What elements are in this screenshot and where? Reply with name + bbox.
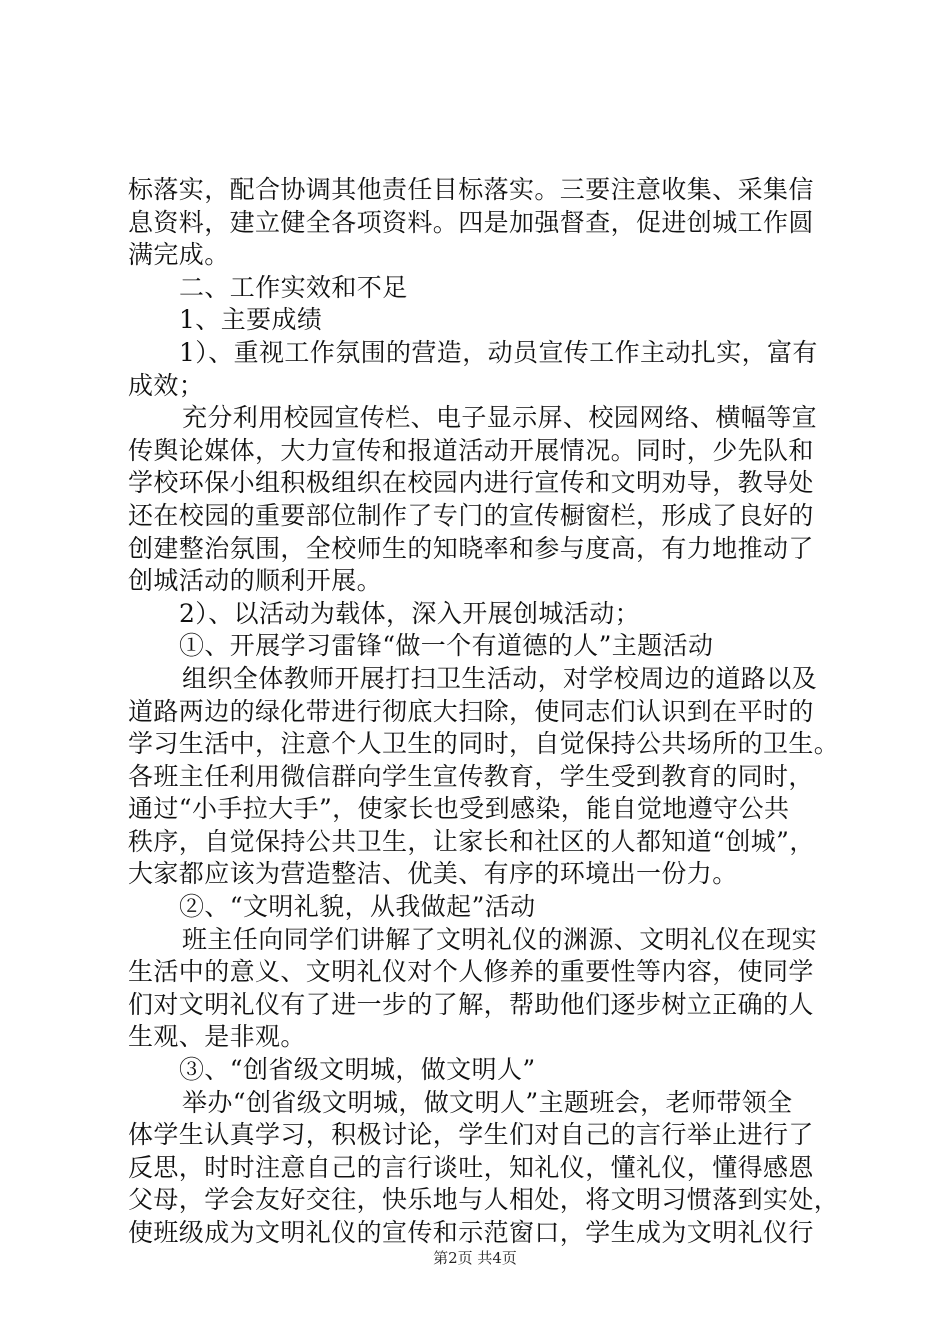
text-line: 1、主要成绩 <box>179 305 323 335</box>
text-line: ①、开展学习雷锋“做一个有道德的人”主题活动 <box>179 631 714 661</box>
text-line: 2）、以活动为载体，深入开展创城活动； <box>179 598 641 628</box>
text-line: 创建整治氛围，全校师生的知晓率和参与度高，有力地推动了 <box>128 533 814 563</box>
text-line: 成效； <box>128 370 205 400</box>
text-line: 大家都应该为营造整洁、优美、有序的环境出一份力。 <box>128 859 738 889</box>
text-line: 道路两边的绿化带进行彻底大扫除，使同志们认识到在平时的 <box>128 696 814 726</box>
text-line: 息资料，建立健全各项资料。四是加强督查，促进创城工作圆 <box>128 207 814 237</box>
text-line: 各班主任利用微信群向学生宣传教育，学生受到教育的同时， <box>128 761 814 791</box>
text-line: 秩序，自觉保持公共卫生，让家长和社区的人都知道“创城”， <box>128 826 815 856</box>
text-line: 生观、是非观。 <box>128 1022 306 1052</box>
text-line: 1）、重视工作氛围的营造，动员宣传工作主动扎实，富有 <box>179 337 818 367</box>
text-line: 举办“创省级文明城，做文明人”主题班会，老师带领全 <box>182 1087 793 1117</box>
text-line: 还在校园的重要部位制作了专门的宣传橱窗栏，形成了良好的 <box>128 500 814 530</box>
document-body <box>128 174 840 1250</box>
text-line: 学习生活中，注意个人卫生的同时，自觉保持公共场所的卫生。 <box>128 729 840 759</box>
text-line: 父母，学会友好交往，快乐地与人相处，将文明习惯落到实处， <box>128 1185 840 1215</box>
text-line: 组织全体教师开展打扫卫生活动，对学校周边的道路以及 <box>182 663 818 693</box>
text-line: 二、工作实效和不足 <box>179 272 408 302</box>
text-line: 创城活动的顺利开展。 <box>128 566 383 596</box>
text-line: 班主任向同学们讲解了文明礼仪的渊源、文明礼仪在现实 <box>182 924 818 954</box>
text-line: 反思，时时注意自己的言行谈吐，知礼仪，懂礼仪，懂得感恩 <box>128 1152 814 1182</box>
text-line: 生活中的意义、文明礼仪对个人修养的重要性等内容，使同学 <box>128 957 814 987</box>
text-line: 们对文明礼仪有了进一步的了解，帮助他们逐步树立正确的人 <box>128 989 814 1019</box>
text-line: 使班级成为文明礼仪的宣传和示范窗口，学生成为文明礼仪行 <box>128 1218 814 1247</box>
text-line: ②、“文明礼貌，从我做起”活动 <box>179 892 536 922</box>
text-line: 传舆论媒体，大力宣传和报道活动开展情况。同时，少先队和 <box>128 435 814 465</box>
text-line: 充分利用校园宣传栏、电子显示屏、校园网络、横幅等宣 <box>182 403 818 433</box>
text-line: 标落实，配合协调其他责任目标落实。三要注意收集、采集信 <box>128 175 814 204</box>
text-line: 体学生认真学习，积极讨论，学生们对自己的言行举止进行了 <box>128 1120 814 1150</box>
text-line: 通过“小手拉大手”，使家长也受到感染，能自觉地遵守公共 <box>128 794 790 824</box>
text-line: ③、“创省级文明城，做文明人” <box>179 1055 536 1085</box>
page-footer: 第2页 共4页 <box>433 1249 517 1267</box>
text-line: 学校环保小组积极组织在校园内进行宣传和文明劝导，教导处 <box>128 468 814 498</box>
text-line: 满完成。 <box>128 240 230 270</box>
